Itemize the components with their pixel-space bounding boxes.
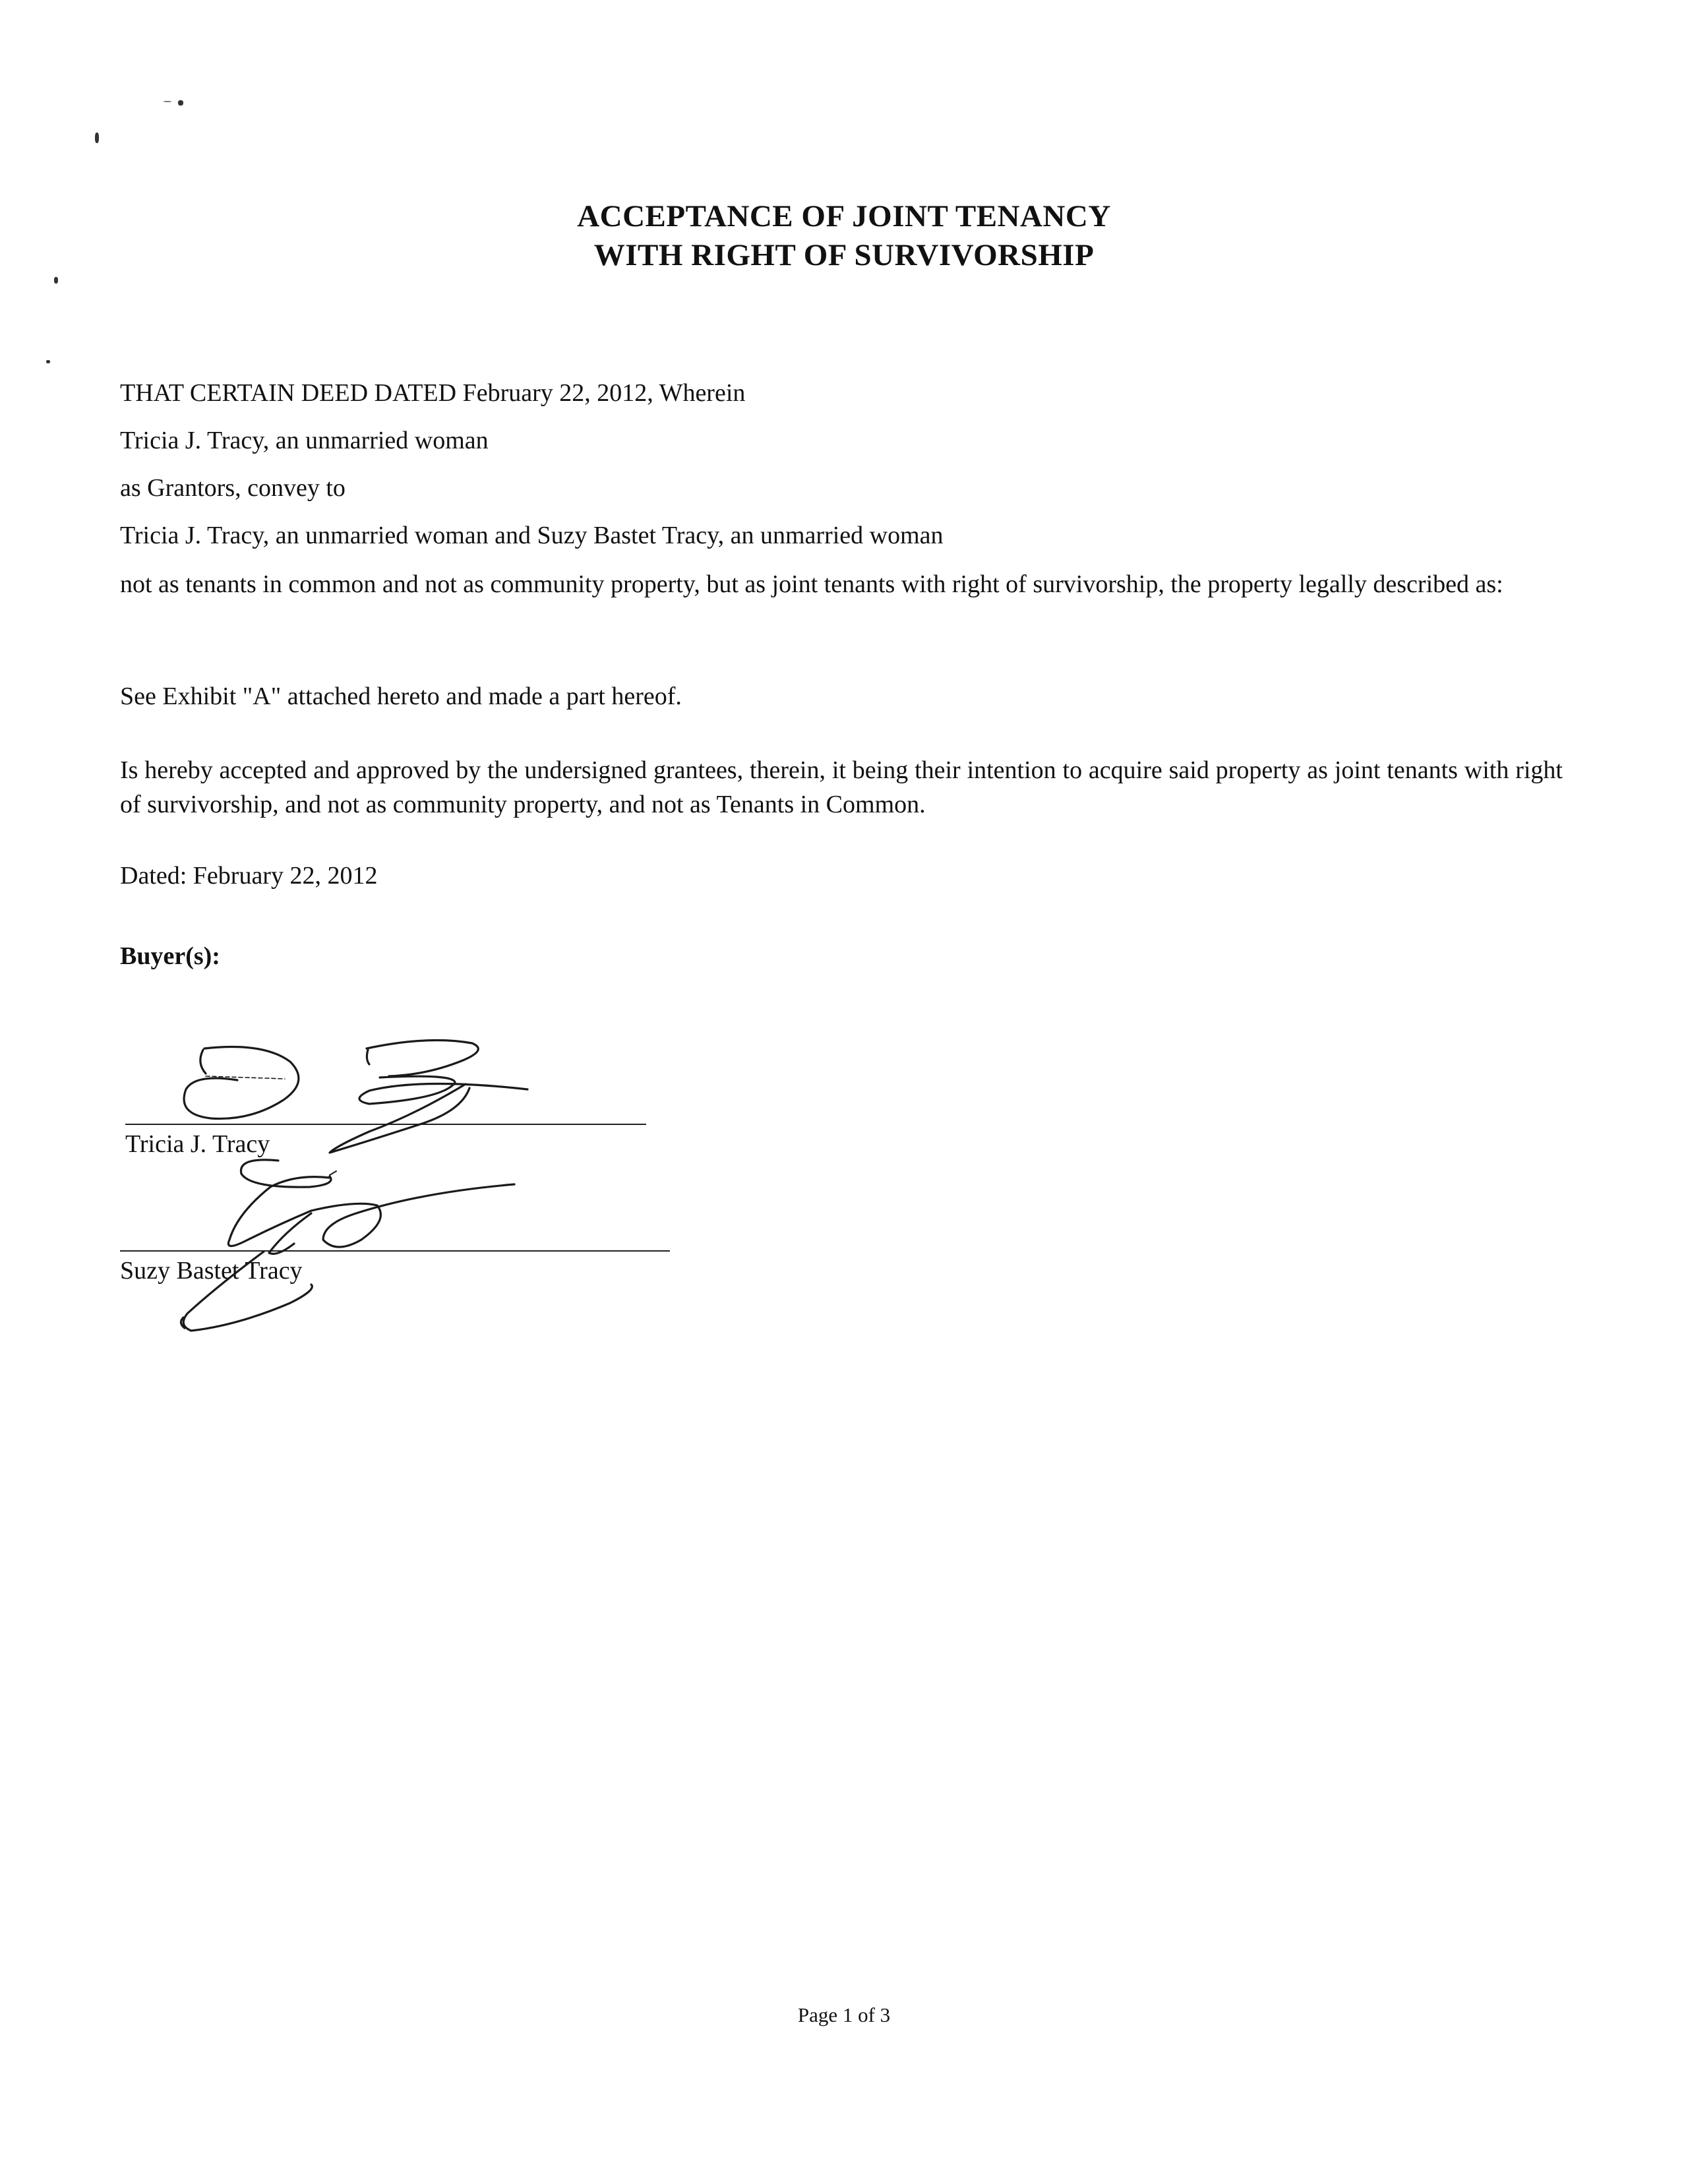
signature-line-2 [120,1250,670,1252]
document-title-line-1: ACCEPTANCE OF JOINT TENANCY [577,199,1111,233]
convey-line: as Grantors, convey to [120,474,346,502]
dated-line: Dated: February 22, 2012 [120,862,378,890]
scan-speck [54,277,58,284]
acceptance-clause: Is hereby accepted and approved by the undersigned grantees, therein, it being their intention to acquire said property as joint tenants with right of survivorship, and not as community property, and not as Tenants in Common. [120,756,1563,818]
signer-name-1: Tricia J. Tracy [125,1130,270,1158]
scan-speck [95,133,99,143]
grantees-line: Tricia J. Tracy, an unmarried woman and Suzy Bastet Tracy, an unmarried woman [120,522,944,549]
scan-speck [178,100,183,106]
signer-name-2: Suzy Bastet Tracy [120,1257,303,1285]
page-footer: Page 1 of 3 [797,2003,891,2026]
buyers-label: Buyer(s): [120,942,220,970]
grantor-line: Tricia J. Tracy, an unmarried woman [120,427,489,454]
deed-line: THAT CERTAIN DEED DATED February 22, 2012, Wherein [120,379,746,407]
signature-line-1 [125,1124,646,1125]
scan-speck [164,101,171,102]
exhibit-line: See Exhibit "A" attached hereto and made a part hereof. [120,682,682,710]
document-title-line-2: WITH RIGHT OF SURVIVORSHIP [593,238,1095,272]
tenancy-clause: not as tenants in common and not as community property, but as joint tenants with right of survivorship, the property legally described as: [120,570,1503,598]
scan-speck [46,360,50,363]
